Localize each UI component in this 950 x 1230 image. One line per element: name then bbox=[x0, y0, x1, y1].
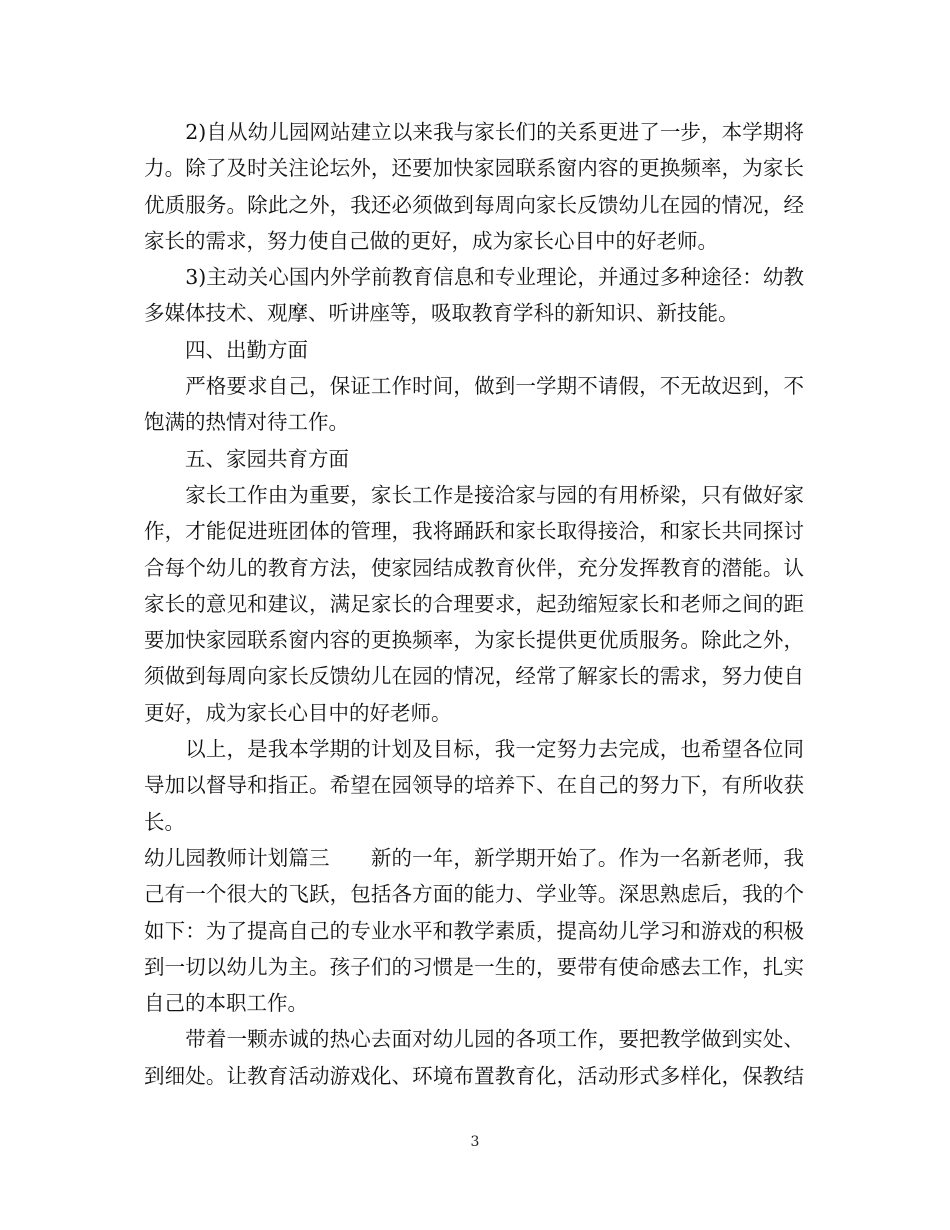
text-line: 严格要求自己，保证工作时间，做到一学期不请假，不无故迟到，不 bbox=[185, 374, 804, 399]
text-line: 家长的需求，努力使自己做的更好，成为家长心目中的好老师。 bbox=[144, 228, 718, 253]
section-heading: 五、家园共育方面 bbox=[144, 446, 349, 471]
text-line: 更好，成为家长心目中的好老师。 bbox=[144, 700, 452, 725]
text-line: 到细处。让教育活动游戏化、环境布置教育化，活动形式多样化，保教结 bbox=[144, 1063, 804, 1088]
text-line: 3)主动关心国内外学前教育信息和专业理论，并通过多种途径：幼教 bbox=[185, 265, 804, 290]
section-heading: 四、出勤方面 bbox=[144, 337, 308, 362]
text-line: 作，才能促进班团体的管理，我将踊跃和家长取得接洽，和家长共同探讨 bbox=[144, 519, 804, 544]
text-line: 多媒体技术、观摩、听讲座等，吸取教育学科的新知识、新技能。 bbox=[144, 301, 739, 326]
document-body bbox=[144, 114, 804, 1094]
text-line: 家长工作由为重要，家长工作是接洽家与园的有用桥梁，只有做好家 bbox=[185, 482, 804, 507]
text-line: 长。 bbox=[144, 809, 185, 834]
text-line: 力。除了及时关注论坛外，还要加快家园联系窗内容的更换频率，为家长 bbox=[144, 156, 804, 181]
text-line: 如下：为了提高自己的专业水平和教学素质，提高幼儿学习和游戏的积极 bbox=[144, 918, 804, 943]
text-line: 合每个幼儿的教育方法，使家园结成教育伙伴，充分发挥教育的潜能。认 bbox=[144, 555, 804, 580]
text-line: 幼儿园教师计划篇三 新的一年，新学期开始了。作为一名新老师，我 bbox=[144, 845, 804, 870]
text-line: 2)自从幼儿园网站建立以来我与家长们的关系更进了一步，本学期将 bbox=[185, 120, 804, 144]
text-line: 自己的本职工作。 bbox=[144, 991, 308, 1016]
text-line: 到一切以幼儿为主。孩子们的习惯是一生的，要带有使命感去工作，扎实 bbox=[144, 954, 804, 979]
text-line: 己有一个很大的飞跃，包括各方面的能力、学业等。深思熟虑后，我的个 bbox=[144, 882, 804, 907]
text-line: 优质服务。除此之外，我还必须做到每周向家长反馈幼儿在园的情况，经 bbox=[144, 192, 804, 217]
text-line: 须做到每周向家长反馈幼儿在园的情况，经常了解家长的需求，努力使自 bbox=[144, 664, 804, 689]
text-line: 饱满的热情对待工作。 bbox=[144, 410, 349, 435]
text-line: 以上，是我本学期的计划及目标，我一定努力去完成，也希望各位同 bbox=[185, 737, 804, 762]
page-number: 3 bbox=[470, 1134, 480, 1150]
text-line: 要加快家园联系窗内容的更换频率，为家长提供更优质服务。除此之外， bbox=[144, 628, 804, 653]
text-line: 带着一颗赤诚的热心去面对幼儿园的各项工作，要把教学做到实处、 bbox=[185, 1027, 804, 1052]
text-line: 家长的意见和建议，满足家长的合理要求，起劲缩短家长和老师之间的距 bbox=[144, 591, 804, 616]
text-line: 导加以督导和指正。希望在园领导的培养下、在自己的努力下，有所收获 bbox=[144, 773, 804, 798]
